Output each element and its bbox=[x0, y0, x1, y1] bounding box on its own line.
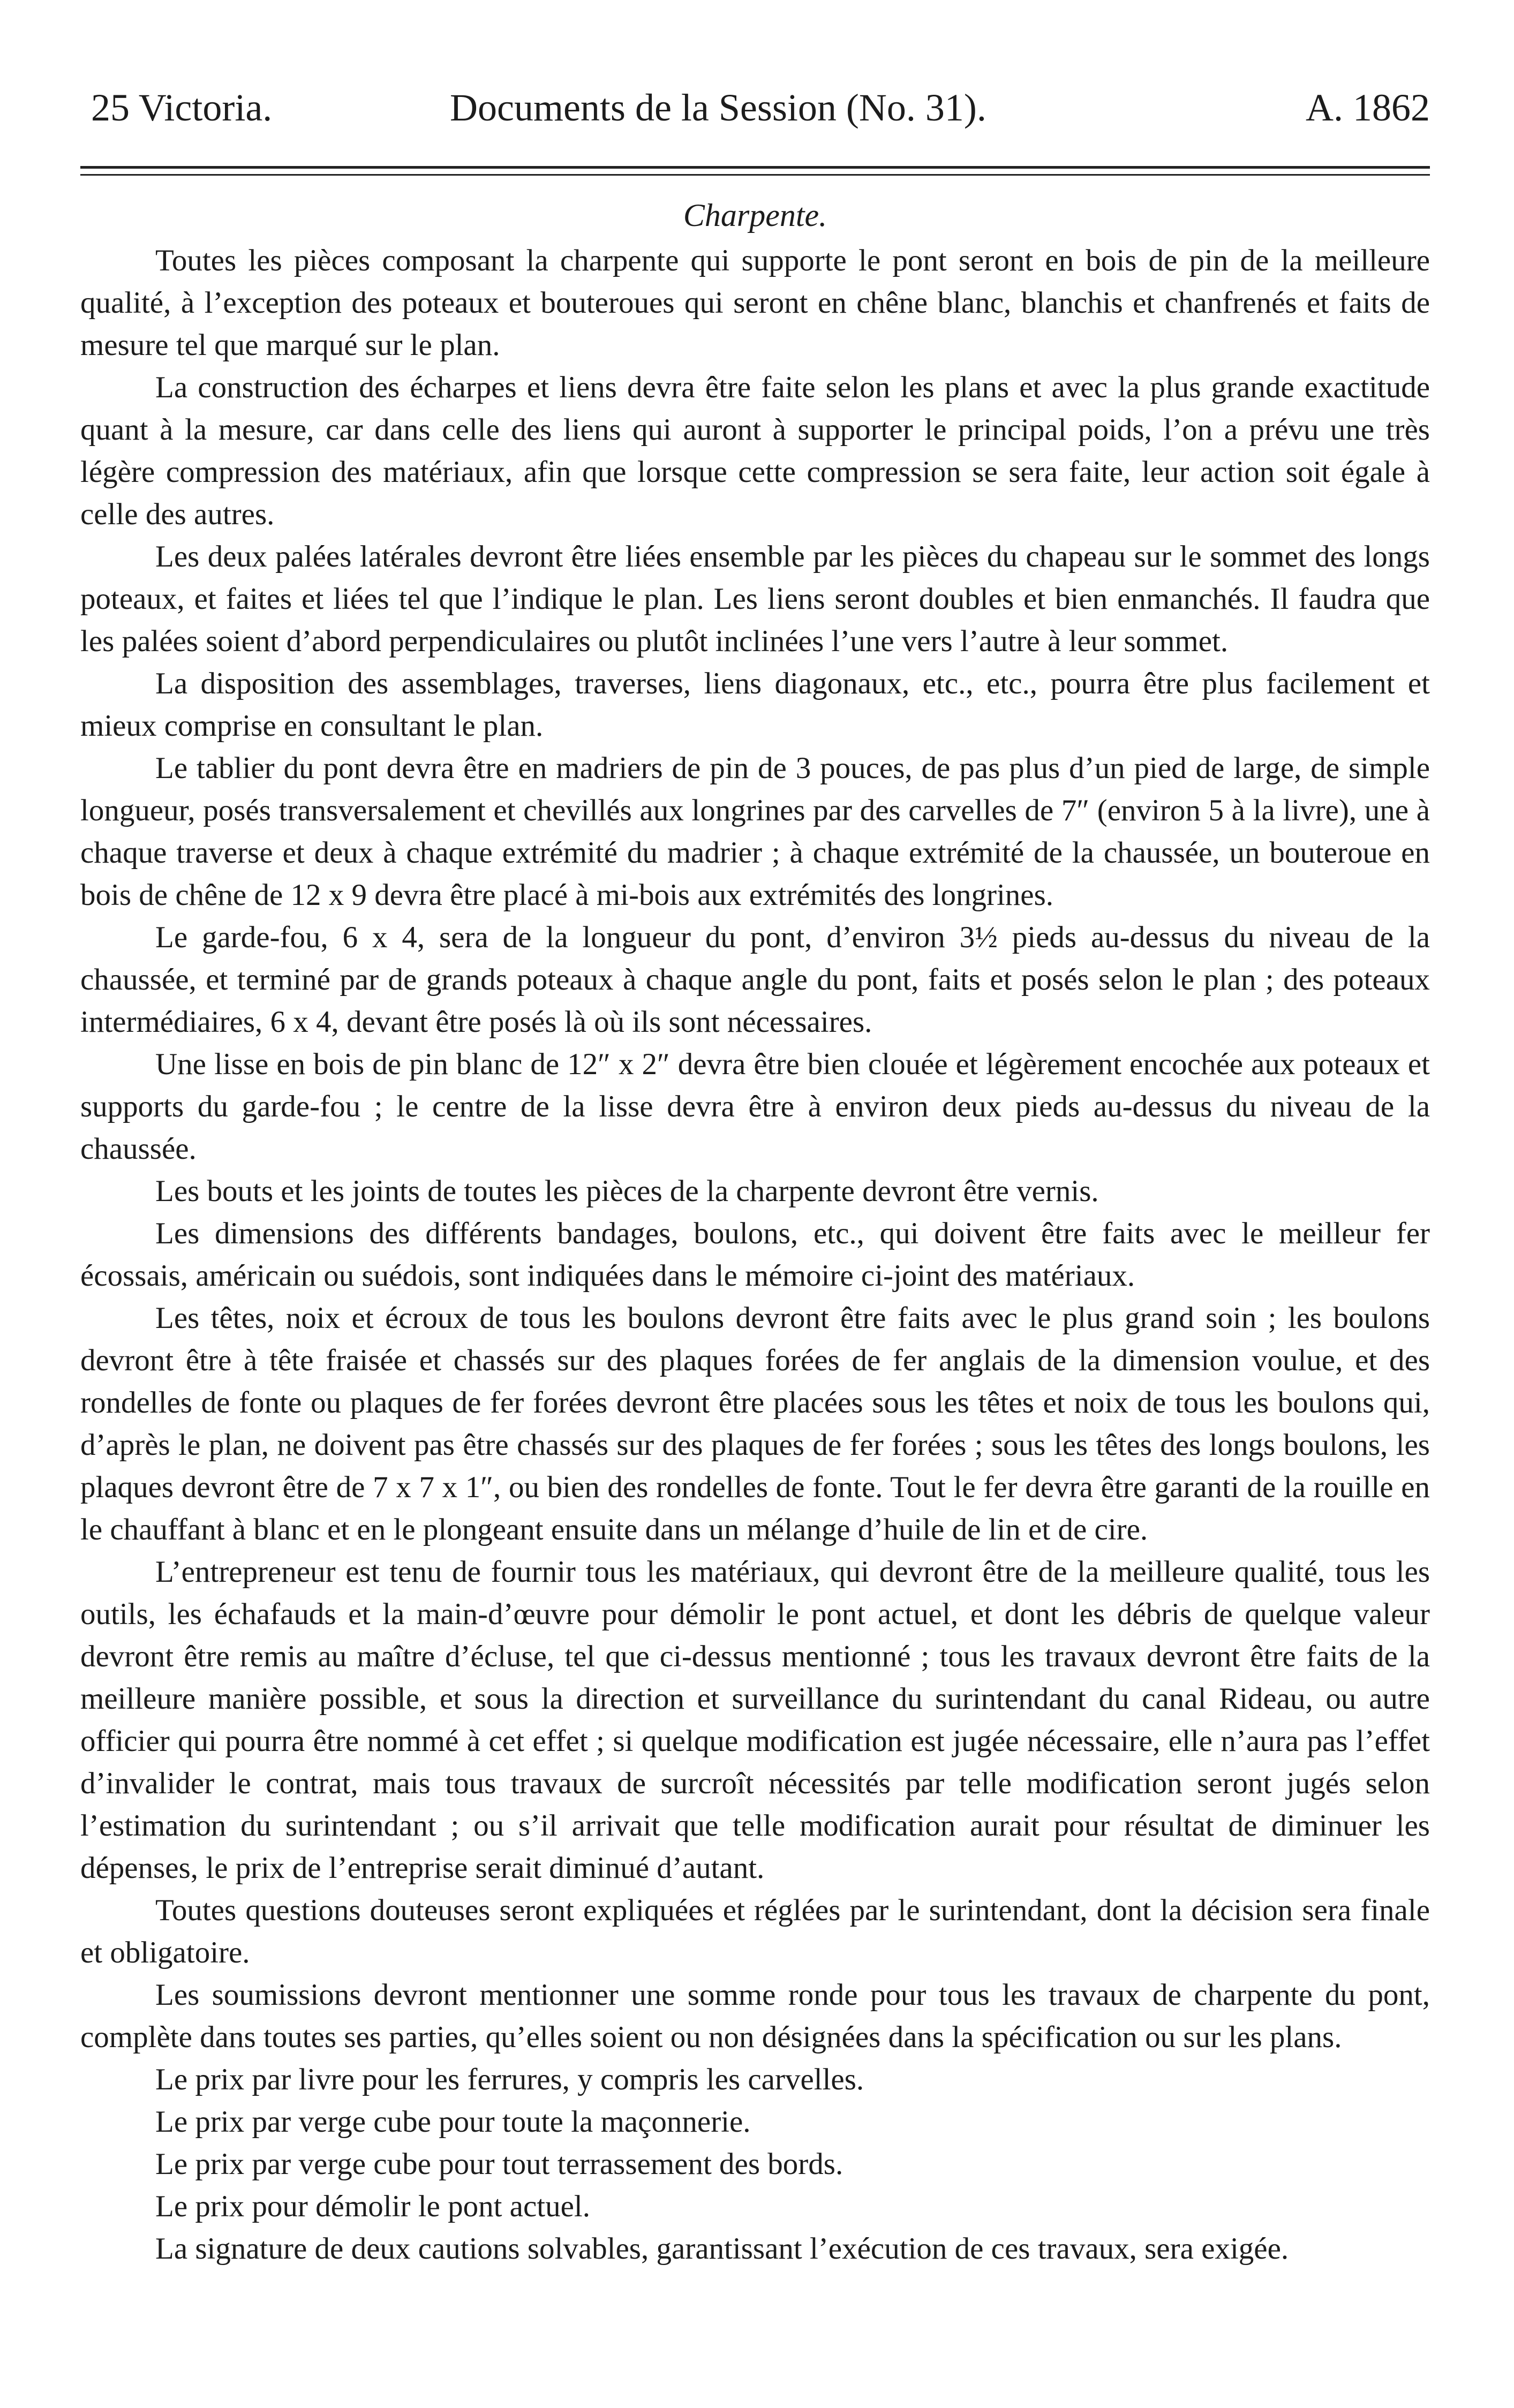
document-page bbox=[80, 86, 1430, 2270]
paragraph: L’entrepreneur est tenu de fournir tous les matériaux, qui devront être de la meilleure qualité, tous les outils, les échafauds et la main-d’œuvre pour démolir le pont actuel, et dont les débris de quelque valeur devront être remis au maître d’écluse, tel que ci-dessus mentionné ; tous les travaux devront être faits de la meilleure manière possible, et sous la direction et surveillance du surintendant du canal Rideau, ou autre officier qui pourra être nommé à cet effet ; si quelque modification est jugée nécessaire, elle n’aura pas l’effet d’invalider le contrat, mais tous travaux de surcroît nécessités par telle modification seront jugés selon l’estimation du surintendant ; ou s’il arrivait que telle modification aurait pour résultat de diminuer les dépenses, le prix de l’entreprise serait diminué d’autant. bbox=[80, 1555, 1430, 1885]
paragraph: Le prix par livre pour les ferrures, y compris les carvelles. bbox=[155, 2063, 864, 2096]
paragraph: Le tablier du pont devra être en madriers de pin de 3 pouces, de pas plus d’un pied de large, de simple longueur, posés transversalement et chevillés aux longrines par des carvelles de 7″ (environ 5 à la livre), une à chaque traverse et deux à chaque extrémité du madrier ; à chaque extrémité de la chaussée, un bouteroue en bois de chêne de 12 x 9 devra être placé à mi-bois aux extrémités des longrines. bbox=[80, 751, 1430, 912]
paragraph: Le prix par verge cube pour toute la maçonnerie. bbox=[155, 2105, 751, 2139]
paragraph: Les deux palées latérales devront être liées ensemble par les pièces du chapeau sur le sommet des longs poteaux, et faites et liées tel que l’indique le plan. Les liens seront doubles et bien enmanchés. Il faudra que les palées soient d’abord perpendiculaires ou plutôt inclinées l’une vers l’autre à leur sommet. bbox=[80, 540, 1430, 658]
paragraph: Toutes questions douteuses seront expliquées et réglées par le surintendant, dont la décision sera finale et obligatoire. bbox=[80, 1893, 1430, 1969]
header-double-rule bbox=[80, 166, 1430, 176]
paragraph: Le garde-fou, 6 x 4, sera de la longueur du pont, d’environ 3½ pieds au-dessus du niveau de la chaussée, et terminé par de grands poteaux à chaque angle du pont, faits et posés selon le plan ; des poteaux intermédiaires, 6 x 4, devant être posés là où ils sont nécessaires. bbox=[80, 920, 1430, 1039]
paragraph: Une lisse en bois de pin blanc de 12″ x 2″ devra être bien clouée et légèrement encochée aux poteaux et supports du garde-fou ; le centre de la lisse devra être à environ deux pieds au-dessus du niveau de la chaussée. bbox=[80, 1047, 1430, 1166]
paragraph: Les bouts et les joints de toutes les pièces de la charpente devront être vernis. bbox=[155, 1174, 1099, 1208]
body-text bbox=[80, 239, 1430, 2270]
paragraph: Toutes les pièces composant la charpente qui supporte le pont seront en bois de pin de la meilleure qualité, à l’exception des poteaux et bouteroues qui seront en chêne blanc, blanchis et chanfrenés et faits de mesure tel que marqué sur le plan. bbox=[80, 244, 1430, 362]
header-session: 25 Victoria. bbox=[91, 86, 273, 129]
paragraph: Les soumissions devront mentionner une somme ronde pour tous les travaux de charpente du pont, complète dans toutes ses parties, qu’elles soient ou non désignées dans la spécification ou sur les plans. bbox=[80, 1978, 1430, 2054]
paragraph: La signature de deux cautions solvables, garantissant l’exécution de ces travaux, sera exigée. bbox=[155, 2232, 1289, 2266]
paragraph: La disposition des assemblages, traverses, liens diagonaux, etc., etc., pourra être plus facilement et mieux comprise en consultant le plan. bbox=[80, 667, 1430, 743]
header-title: Documents de la Session (No. 31). bbox=[450, 86, 986, 129]
section-title: Charpente. bbox=[683, 198, 827, 233]
paragraph: La construction des écharpes et liens devra être faite selon les plans et avec la plus grande exactitude quant à la mesure, car dans celle des liens qui auront à supporter le principal poids, l’on a prévu une très légère compression des matériaux, afin que lorsque cette compression se sera faite, leur action soit égale à celle des autres. bbox=[80, 371, 1430, 531]
paragraph: Les dimensions des différents bandages, boulons, etc., qui doivent être faits avec le meilleur fer écossais, américain ou suédois, sont indiquées dans le mémoire ci-joint des matériaux. bbox=[80, 1217, 1430, 1293]
paragraph: Le prix par verge cube pour tout terrassement des bords. bbox=[155, 2147, 843, 2181]
running-header bbox=[80, 86, 1430, 145]
paragraph: Les têtes, noix et écroux de tous les boulons devront être faits avec le plus grand soin ; les boulons devront être à tête fraisée et chassés sur des plaques forées de fer anglais de la dimension voulue, et des rondelles de fonte ou plaques de fer forées devront être placées sous les têtes et noix de tous les boulons qui, d’après le plan, ne doivent pas être chassés sur des plaques de fer forées ; sous les têtes des longs boulons, les plaques devront être de 7 x 7 x 1″, ou bien des rondelles de fonte. Tout le fer devra être garanti de la rouille en le chauffant à blanc et en le plongeant ensuite dans un mélange d’huile de lin et de cire. bbox=[80, 1301, 1430, 1546]
paragraph: Le prix pour démolir le pont actuel. bbox=[155, 2190, 590, 2223]
header-year: A. 1862 bbox=[1306, 86, 1430, 129]
